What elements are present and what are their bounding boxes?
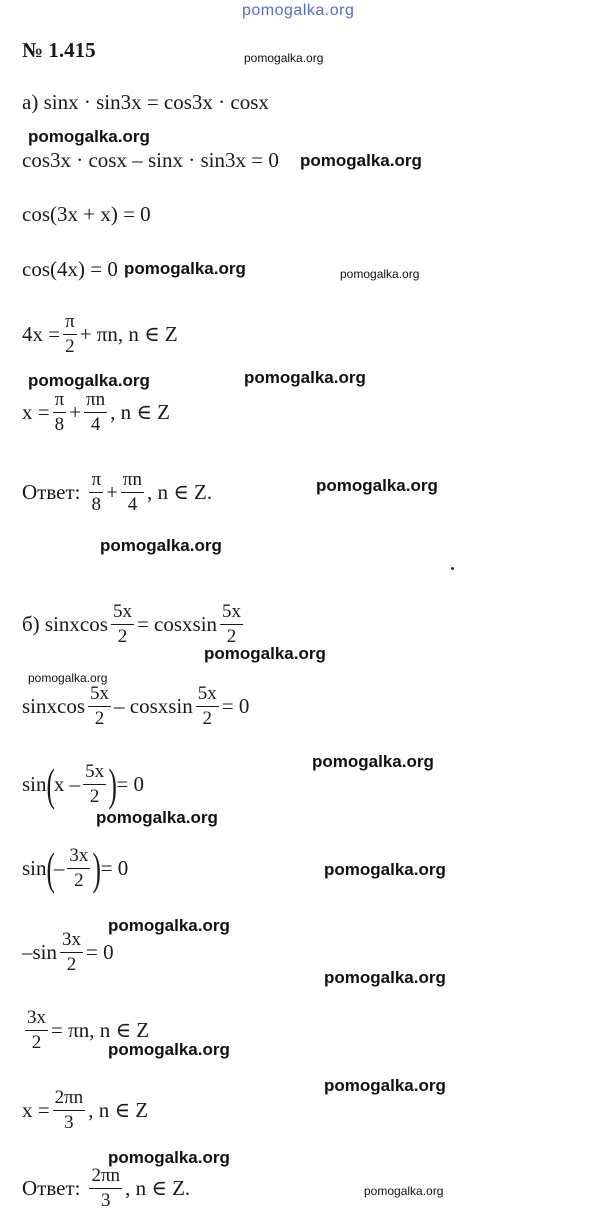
part-b-equation-4: sin ( – $\frac{3x}{2}$ ) = 0 [22, 842, 129, 894]
fraction: $\frac{5x}{2}$ [112, 601, 132, 647]
part-b-equation-3: sin ( x – $\frac{5x}{2}$ ) = 0 [22, 758, 145, 810]
part-b-equation-6: $\frac{3x}{2}$ = πn, n ∈ Z [27, 1007, 150, 1053]
part-b-equation-7: x = $\frac{2\pi n}{3}$ , n ∈ Z [22, 1087, 149, 1133]
watermark: pomogalka.org [244, 368, 366, 387]
fraction: $\frac{\pi}{8}$ [91, 469, 102, 515]
watermark: pomogalka.org [108, 1040, 230, 1059]
part-b-answer: Ответ: $\frac{2\pi n}{3}$ , n ∈ Z. [22, 1165, 191, 1211]
watermark: pomogalka.org [300, 151, 422, 170]
fraction: $\frac{5x}{2}$ [222, 601, 242, 647]
part-b-equation-1: б) sinxcos $\frac{5x}{2}$ = cosxsin $\frac{5x}{2}$ [22, 601, 242, 647]
header-watermark: pomogalka.org [242, 2, 355, 19]
watermark: pomogalka.org [316, 476, 438, 495]
stray-dot [451, 567, 454, 570]
watermark: pomogalka.org [28, 371, 150, 390]
watermark: pomogalka.org [324, 968, 446, 987]
part-a-answer: Ответ: $\frac{\pi}{8}$ + $\frac{\pi n}{4}$ , n ∈ Z. [22, 469, 213, 515]
watermark: pomogalka.org [204, 644, 326, 663]
watermark: pomogalka.org [364, 1184, 444, 1198]
fraction: $\frac{3x}{2}$ [27, 1007, 46, 1053]
part-a-equation-6: x = $\frac{\pi}{8}$ + $\frac{\pi n}{4}$ , n ∈ Z [22, 389, 170, 435]
fraction: $\frac{\pi}{2}$ [65, 311, 75, 357]
part-a-equation-3: cos(3x + x) = 0 [22, 202, 151, 226]
fraction: $\frac{\pi n}{4}$ [122, 469, 142, 515]
part-b-equation-5: –sin $\frac{3x}{2}$ = 0 [22, 929, 114, 975]
watermark: pomogalka.org [324, 1076, 446, 1095]
answer-label: Ответ: [22, 479, 81, 504]
fraction: $\frac{2\pi n}{3}$ [91, 1165, 121, 1211]
watermark: pomogalka.org [100, 536, 222, 555]
fraction: $\frac{5x}{2}$ [90, 683, 109, 729]
watermark: pomogalka.org [28, 127, 150, 146]
fraction: $\frac{2\pi n}{3}$ [54, 1087, 84, 1133]
watermark: pomogalka.org [324, 860, 446, 879]
fraction: $\frac{5x}{2}$ [197, 683, 217, 729]
part-a-equation-1: а) sinx · sin3x = cos3x · cosx [22, 90, 269, 114]
fraction: $\frac{3x}{2}$ [69, 845, 89, 891]
watermark: pomogalka.org [28, 671, 108, 685]
problem-number: № 1.415 [22, 38, 96, 62]
eq5-right: + πn, n ∈ Z [79, 321, 178, 346]
watermark: pomogalka.org [108, 1148, 230, 1167]
part-a-equation-5 [22, 312, 178, 357]
fraction: $\frac{\pi}{8}$ [54, 389, 65, 435]
fraction: $\frac{\pi n}{4}$ [86, 389, 106, 435]
part-a-equation-2: cos3x · cosx – sinx · sin3x = 0 [22, 148, 279, 172]
fraction: $\frac{3x}{2}$ [62, 929, 82, 975]
fraction: $\frac{5x}{2}$ [85, 761, 105, 807]
part-b-equation-2: sinxcos $\frac{5x}{2}$ – cosxsin $\frac{5x}{2}$ = 0 [22, 683, 250, 729]
watermark: pomogalka.org [244, 51, 324, 65]
part-a-equation-4: cos(4x) = 0 [22, 257, 118, 281]
answer-label: Ответ: [22, 1175, 81, 1200]
watermark: pomogalka.org [124, 259, 246, 278]
watermark: pomogalka.org [340, 267, 420, 281]
eq5-left: 4x = [22, 321, 61, 346]
watermark: pomogalka.org [312, 752, 434, 771]
watermark: pomogalka.org [96, 808, 218, 827]
watermark: pomogalka.org [108, 916, 230, 935]
